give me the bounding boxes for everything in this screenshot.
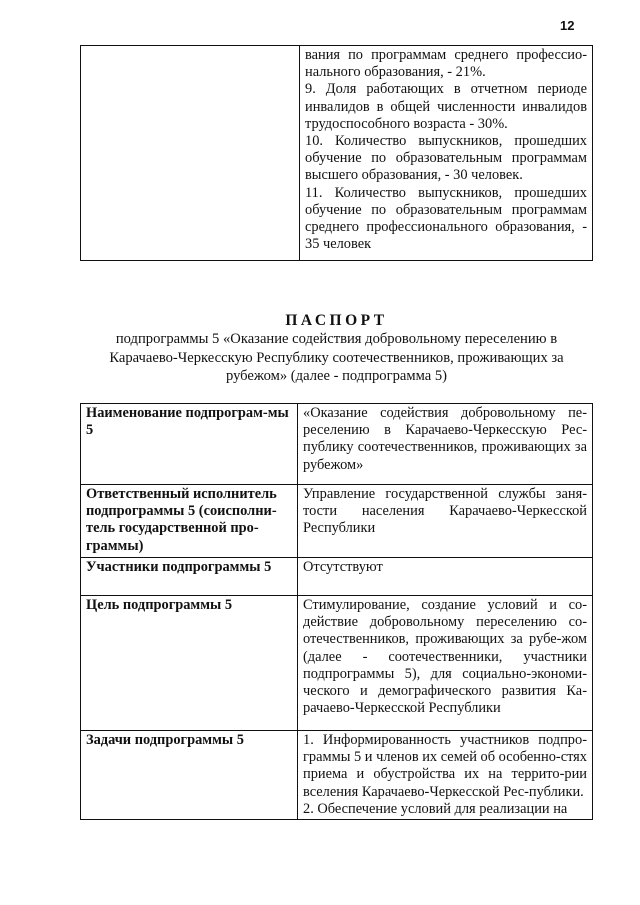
row-label: Ответственный исполнитель подпрограммы 5 (соисполни-тель государственной про-граммы) — [81, 485, 298, 558]
indicator-line: 11. Количество выпускников, прошедших обучение по образовательным программам среднего профессионального образования, - 35 человек — [305, 184, 587, 253]
row-value-list — [298, 731, 593, 820]
indicator-line: вания по программам среднего профессио-нального образования, - 21%. — [305, 47, 587, 81]
row-value: Управление государственной службы заня-тости населения Карачаево-Черкесской Республики — [298, 485, 593, 558]
table-row — [81, 46, 593, 261]
row-label: Участники подпрограммы 5 — [81, 558, 298, 596]
page-number: 12 — [560, 18, 575, 33]
passport-subtitle: подпрограммы 5 «Оказание содействия добровольному переселению в Карачаево-Черкесскую Республику соотечественников, проживающих за рубежом» (далее - подпрограмма 5) — [109, 331, 564, 384]
task-item: 2. Обеспечение условий для реализации на — [303, 800, 568, 817]
task-item: 1. Информированность участников подпро-граммы 5 и членов их семей об особенно-стях приема и обустройства их на террито-рии вселения Карачаево-Черкесской Рес-публики. — [303, 732, 587, 800]
table-row — [81, 596, 593, 731]
indicator-line: 9. Доля работающих в отчетном периоде инвалидов в общей численности инвалидов трудоспособного возраста - 30%. — [305, 81, 587, 132]
table-row — [81, 404, 593, 485]
row-value: Отсутствуют — [298, 558, 593, 596]
passport-title-block — [80, 312, 593, 386]
row-label: Задачи подпрограммы 5 — [81, 731, 298, 820]
indicators-cell — [300, 46, 593, 261]
table-row — [81, 731, 593, 820]
table-row — [81, 485, 593, 558]
empty-left-cell — [81, 46, 300, 261]
indicator-line: 10. Количество выпускников, прошедших обучение по образовательным программам высшего образования, - 30 человек. — [305, 133, 587, 184]
row-label: Цель подпрограммы 5 — [81, 596, 298, 731]
row-value: Стимулирование, создание условий и со-действие добровольному переселению со-отечественников, проживающих за рубе-жом (далее - соотечественники, участники подпрограммы 5), для социально-экономи-ческого и демографического развития Ка-рачаево-Черкесской Республики — [298, 596, 593, 731]
row-value: «Оказание содействия добровольному пе-реселению в Карачаево-Черкесскую Рес-публику соотечественников, проживающих за рубежом» — [298, 404, 593, 485]
row-label: Наименование подпрограм-мы 5 — [81, 404, 298, 485]
continuation-table — [80, 45, 593, 261]
passport-heading: ПАСПОРТ — [285, 312, 388, 329]
table-row — [81, 558, 593, 596]
passport-table — [80, 403, 593, 820]
